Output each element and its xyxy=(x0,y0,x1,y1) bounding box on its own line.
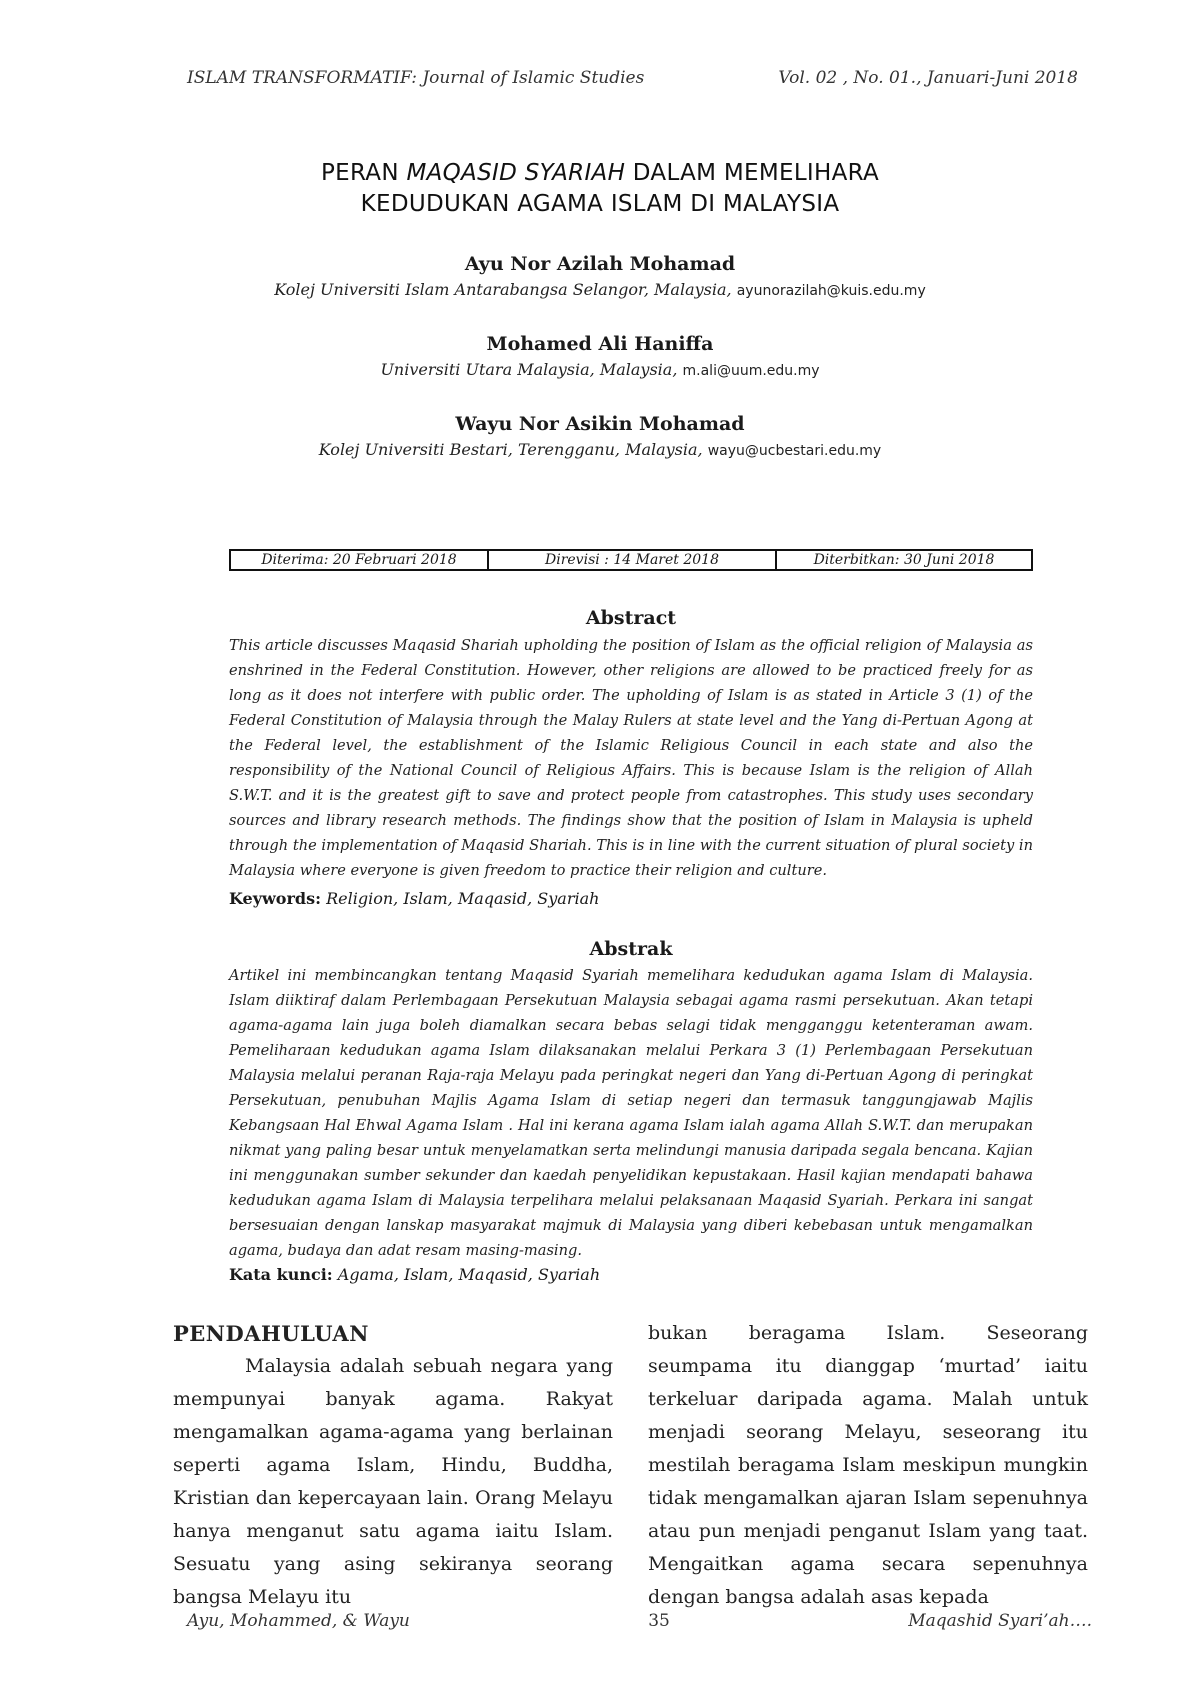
abstrak-text: Artikel ini membincangkan tentang Maqasid Syariah memelihara kedudukan agama Islam di Malaysia. Islam diiktiraf dalam Perlembagaan Persekutuan Malaysia sebagai agama rasmi persekutuan. Akan tetapi agama-agama lain juga boleh diamalkan secara bebas selagi tidak mengganggu ketenteraman awam. Pemeliharaan kedudukan agama Islam dilaksanakan melalui Perkara 3 (1) Perlembagaan Persekutuan Malaysia melalui peranan Raja-raja Melayu pada peringkat negeri dan Yang di-Pertuan Agong di peringkat Persekutuan, penubuhan Majlis Agama Islam di setiap negeri dan termasuk tanggungjawab Majlis Kebangsaan Hal Ehwal Agama Islam . Hal ini kerana agama Islam ialah agama Allah S.W.T. dan merupakan nikmat yang paling besar untuk menyelamatkan serta melindungi manusia daripada segala bencana. Kajian ini menggunakan sumber sekunder dan kaedah penyelidikan kepustakaan. Hasil kajian mendapati bahawa kedudukan agama Islam di Malaysia terpelihara melalui pelaksanaan Maqasid Syariah. Perkara ini sangat bersesuaian dengan lanskap masyarakat majmuk di Malaysia yang diberi kebebasan untuk mengamalkan agama, budaya dan adat resam masing-masing. xyxy=(229,967,1033,1259)
author-affiliation xyxy=(150,280,1050,299)
running-footer xyxy=(187,1611,1092,1631)
affiliation-text: Kolej Universiti Bestari, Terengganu, Malaysia, xyxy=(318,440,703,459)
page-number: 35 xyxy=(648,1611,670,1631)
affiliation-text: Kolej Universiti Islam Antarabangsa Selangor, Malaysia, xyxy=(274,280,732,299)
date-published: Diterbitkan: 30 Juni 2018 xyxy=(813,552,995,568)
journal-name: ISLAM TRANSFORMATIF: Journal of Islamic Studies xyxy=(187,68,645,88)
title-part-italic: MAQASID SYARIAH xyxy=(406,160,626,186)
article-title xyxy=(150,158,1050,220)
author-email: ayunorazilah@kuis.edu.my xyxy=(736,283,926,299)
abstract-text: This article discusses Maqasid Shariah upholding the position of Islam as the official religion of Malaysia as enshrined in the Federal Constitution. However, other religions are allowed to be practiced freely for as long as it does not interfere with public order. The upholding of Islam is as stated in Article 3 (1) of the Federal Constitution of Malaysia through the Malay Rulers at state level and the Yang di-Pertuan Agong at the Federal level, the establishment of the Islamic Religious Council in each state and also the responsibility of the National Council of Religious Affairs. This is because Islam is the religion of Allah S.W.T. and it is the greatest gift to save and protect people from catastrophes. This study uses secondary sources and library research methods. The findings show that the position of Islam in Malaysia is upheld through the implementation of Maqasid Shariah. This is in line with the current situation of plural society in Malaysia where everyone is given freedom to practice their religion and culture. xyxy=(229,637,1033,879)
author-email: m.ali@uum.edu.my xyxy=(682,363,820,379)
keywords-list: Religion, Islam, Maqasid, Syariah xyxy=(321,889,600,908)
keywords xyxy=(229,889,1033,908)
title-part-a: PERAN xyxy=(320,160,407,186)
title-part-c: DALAM MEMELIHARA xyxy=(625,160,880,186)
keywords-label: Keywords: xyxy=(229,889,322,908)
kata-kunci-list: Agama, Islam, Maqasid, Syariah xyxy=(332,1265,601,1284)
body-column-left xyxy=(173,1317,613,1614)
author-name: Mohamed Ali Haniffa xyxy=(486,333,714,355)
footer-short-title: Maqashid Syari’ah…. xyxy=(908,1611,1092,1631)
body-paragraph: Malaysia adalah sebuah negara yang mempunyai banyak agama. Rakyat mengamalkan agama-agama yang berlainan seperti agama Islam, Hindu, Buddha, Kristian dan kepercayaan lain. Orang Melayu hanya menganut satu agama iaitu Islam. Sesuatu yang asing sekiranya seorang bangsa Melayu itu xyxy=(173,1355,613,1608)
author-2 xyxy=(150,333,1050,379)
date-revised: Direvisi : 14 Maret 2018 xyxy=(489,551,777,569)
running-header xyxy=(187,68,1078,88)
kata-kunci-label: Kata kunci: xyxy=(229,1265,333,1284)
abstract-heading: Abstract xyxy=(585,607,677,629)
author-1 xyxy=(150,253,1050,299)
kata-kunci xyxy=(229,1265,1033,1284)
body-column-right xyxy=(648,1317,1088,1614)
author-3 xyxy=(150,413,1050,459)
dates-table xyxy=(229,549,1033,571)
affiliation-text: Universiti Utara Malaysia, Malaysia, xyxy=(380,360,678,379)
body-paragraph: bukan beragama Islam. Seseorang seumpama itu dianggap ‘murtad’ iaitu terkeluar daripada agama. Malah untuk menjadi seorang Melayu, seseorang itu mestilah beragama Islam meskipun mungkin tidak mengamalkan ajaran Islam sepenuhnya atau pun menjadi penganut Islam yang taat. Mengaitkan agama secara sepenuhnya dengan bangsa adalah asas kepada xyxy=(648,1322,1088,1608)
abstrak-heading: Abstrak xyxy=(589,938,673,960)
title-line-2: KEDUDUKAN AGAMA ISLAM DI MALAYSIA xyxy=(360,191,840,217)
section-heading: PENDAHULUAN xyxy=(173,1321,369,1346)
author-affiliation xyxy=(150,360,1050,379)
author-affiliation xyxy=(150,440,1050,459)
volume-info: Vol. 02 , No. 01., Januari-Juni 2018 xyxy=(778,68,1078,88)
date-received: Diterima: 20 Februari 2018 xyxy=(231,551,489,569)
author-name: Ayu Nor Azilah Mohamad xyxy=(464,253,736,275)
footer-authors: Ayu, Mohammed, & Wayu xyxy=(187,1611,410,1631)
author-email: wayu@ucbestari.edu.my xyxy=(707,443,882,459)
author-name: Wayu Nor Asikin Mohamad xyxy=(455,413,745,435)
title-line-1 xyxy=(150,158,1050,189)
